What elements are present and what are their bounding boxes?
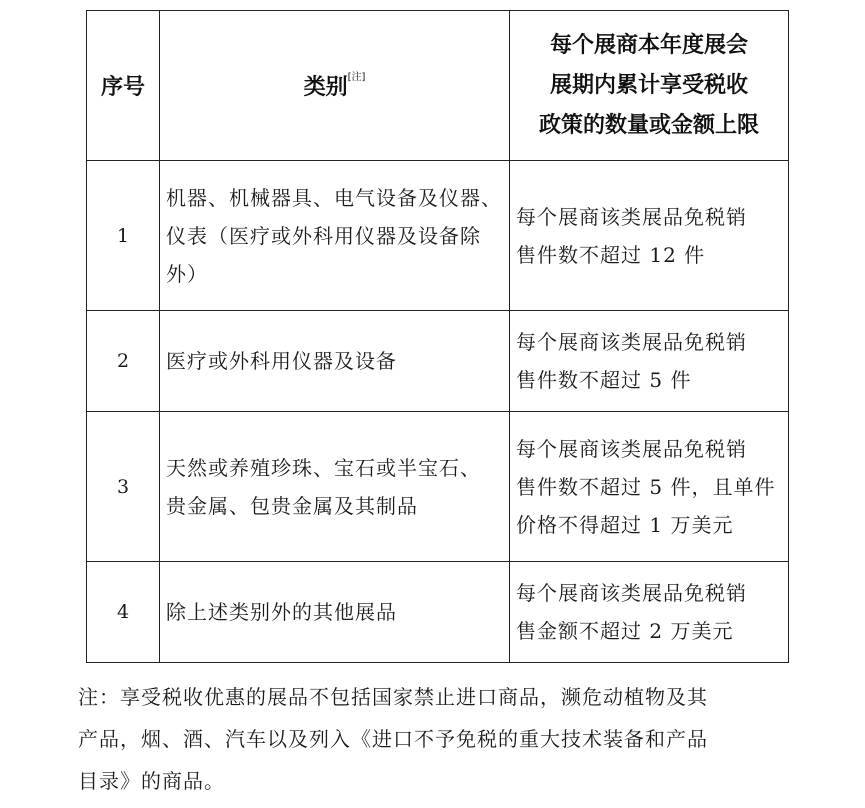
category-line: 机器、机械器具、电气设备及仪器、 [166,185,502,210]
category-line: 天然或养殖珍珠、宝石或半宝石、 [166,455,481,480]
header-category [160,11,510,161]
header-row [87,11,789,161]
header-no-label: 序号 [100,75,145,100]
row-number: 1 [87,161,160,311]
footnote [78,676,788,802]
header-limit-line: 展期内累计享受税收 [549,72,748,98]
limit-line: 每个展商该类展品免税销 [516,581,747,605]
limit-cell [510,161,789,311]
limit-line: 售金额不超过 2 万美元 [516,619,734,643]
row-number: 4 [87,562,160,663]
category-line: 除上述类别外的其他展品 [166,600,397,624]
category-line: 贵金属、包贵金属及其制品 [166,493,418,518]
limit-cell [510,412,789,562]
footnote-line: 注：享受税收优惠的展品不包括国家禁止进口商品，濒危动植物及其 [78,685,708,709]
header-category-note-marker: [注] [347,72,366,83]
category-line: 外） [166,261,208,286]
header-no [87,11,160,161]
table-row [87,412,789,562]
tax-limit-table [86,10,789,663]
header-category-label: 类别 [303,75,348,100]
limit-line: 售件数不超过 5 件，且单件 [516,474,776,499]
footnote-line: 目录》的商品。 [78,769,225,793]
category-cell [160,311,510,412]
category-cell [160,562,510,663]
footnote-line: 产品，烟、酒、汽车以及列入《进口不予免税的重大技术装备和产品 [78,727,708,751]
header-limit-line: 政策的数量或金额上限 [538,112,759,138]
table-row [87,562,789,663]
category-cell [160,161,510,311]
limit-line: 价格不得超过 1 万美元 [516,512,734,537]
limit-line: 每个展商该类展品免税销 [516,436,747,461]
table-row [87,161,789,311]
category-line: 仪表（医疗或外科用仪器及设备除 [166,223,481,248]
limit-cell [510,562,789,663]
limit-line: 每个展商该类展品免税销 [516,330,747,354]
category-line: 医疗或外科用仪器及设备 [166,349,397,373]
table-row [87,311,789,412]
limit-line: 每个展商该类展品免税销 [516,204,747,229]
header-limit-line: 每个展商本年度展会 [549,32,748,58]
header-limit [510,11,789,161]
row-number: 3 [87,412,160,562]
limit-line: 售件数不超过 12 件 [516,242,706,267]
category-cell [160,412,510,562]
row-number: 2 [87,311,160,412]
limit-cell [510,311,789,412]
limit-line: 售件数不超过 5 件 [516,368,692,392]
